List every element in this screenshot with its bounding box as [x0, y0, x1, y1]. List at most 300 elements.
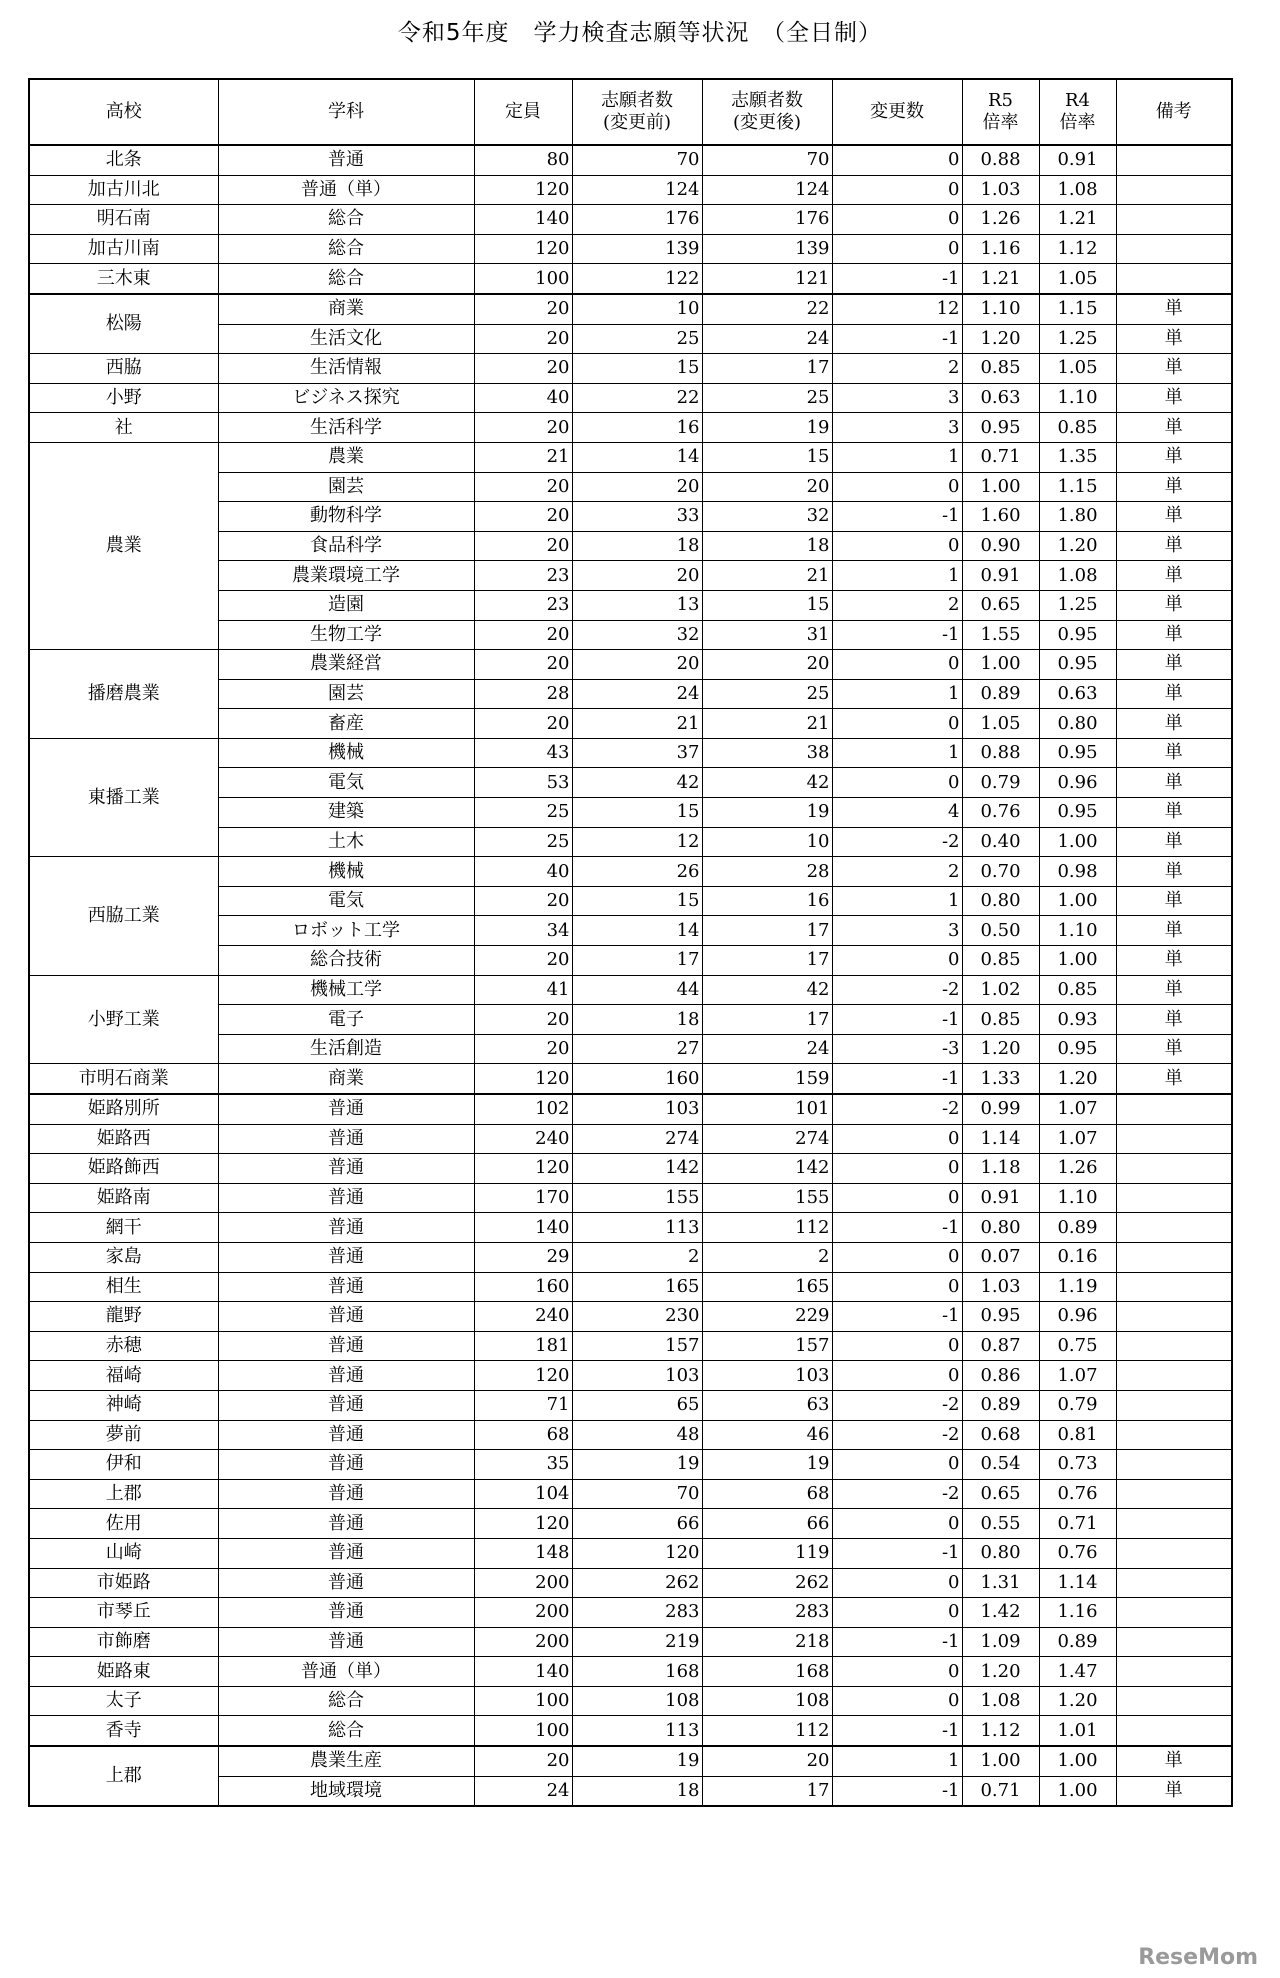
- note-cell: [1116, 1302, 1232, 1332]
- table-row: [29, 1509, 1232, 1539]
- r5-rate-cell: 1.12: [962, 1716, 1039, 1746]
- note-cell: 単: [1116, 975, 1232, 1005]
- r4-rate-cell: 1.00: [1039, 886, 1116, 916]
- department-cell: 園芸: [218, 679, 474, 709]
- applicants-before-cell: 122: [572, 264, 702, 294]
- change-cell: -2: [832, 975, 962, 1005]
- r5-rate-cell: 0.40: [962, 827, 1039, 857]
- table-body: [29, 145, 1232, 1806]
- applicants-before-cell: 262: [572, 1568, 702, 1598]
- school-cell: 伊和: [29, 1450, 218, 1480]
- capacity-cell: 20: [474, 709, 572, 739]
- table-row: [29, 1716, 1232, 1746]
- r5-rate-cell: 1.08: [962, 1686, 1039, 1716]
- applicants-after-cell: 18: [702, 531, 832, 561]
- department-cell: 農業生産: [218, 1746, 474, 1776]
- capacity-cell: 20: [474, 946, 572, 976]
- note-cell: [1116, 264, 1232, 294]
- r5-rate-cell: 0.65: [962, 590, 1039, 620]
- r4-rate-cell: 0.96: [1039, 1302, 1116, 1332]
- school-cell: 小野工業: [29, 975, 218, 1064]
- capacity-cell: 120: [474, 234, 572, 264]
- school-cell: 小野: [29, 383, 218, 413]
- capacity-cell: 120: [474, 175, 572, 205]
- note-cell: [1116, 1124, 1232, 1154]
- department-cell: 普通: [218, 1242, 474, 1272]
- r4-rate-cell: 1.25: [1039, 590, 1116, 620]
- change-cell: 0: [832, 709, 962, 739]
- capacity-cell: 20: [474, 294, 572, 324]
- school-cell: 姫路別所: [29, 1094, 218, 1124]
- r5-rate-cell: 0.65: [962, 1479, 1039, 1509]
- table-row: [29, 264, 1232, 294]
- applicants-before-cell: 176: [572, 205, 702, 235]
- department-cell: 普通: [218, 1183, 474, 1213]
- applicants-before-cell: 20: [572, 561, 702, 591]
- table-row: [29, 1746, 1232, 1776]
- department-cell: 普通: [218, 1094, 474, 1124]
- applicants-after-cell: 101: [702, 1094, 832, 1124]
- note-cell: 単: [1116, 857, 1232, 887]
- capacity-cell: 20: [474, 413, 572, 443]
- change-cell: -2: [832, 1420, 962, 1450]
- r4-rate-cell: 0.95: [1039, 620, 1116, 650]
- r4-rate-cell: 1.08: [1039, 561, 1116, 591]
- r5-rate-cell: 0.89: [962, 679, 1039, 709]
- applicants-before-cell: 37: [572, 738, 702, 768]
- table-row: [29, 1242, 1232, 1272]
- applicants-after-cell: 168: [702, 1657, 832, 1687]
- applicants-after-cell: 19: [702, 798, 832, 828]
- department-cell: 生活科学: [218, 413, 474, 443]
- capacity-cell: 24: [474, 1776, 572, 1806]
- applicants-after-cell: 22: [702, 294, 832, 324]
- applicants-before-cell: 21: [572, 709, 702, 739]
- applicants-after-cell: 20: [702, 472, 832, 502]
- applicants-after-cell: 21: [702, 709, 832, 739]
- applicants-after-cell: 139: [702, 234, 832, 264]
- department-cell: 普通: [218, 1331, 474, 1361]
- school-cell: 龍野: [29, 1302, 218, 1332]
- applicants-after-cell: 176: [702, 205, 832, 235]
- school-cell: 市姫路: [29, 1568, 218, 1598]
- table-row: [29, 1213, 1232, 1243]
- r5-rate-cell: 0.88: [962, 738, 1039, 768]
- note-cell: [1116, 1154, 1232, 1184]
- applicants-before-cell: 65: [572, 1390, 702, 1420]
- change-cell: 0: [832, 650, 962, 680]
- change-cell: 0: [832, 1509, 962, 1539]
- note-cell: [1116, 1598, 1232, 1628]
- applicants-after-cell: 165: [702, 1272, 832, 1302]
- r5-rate-cell: 1.14: [962, 1124, 1039, 1154]
- r5-rate-cell: 0.99: [962, 1094, 1039, 1124]
- note-cell: 単: [1116, 383, 1232, 413]
- r5-rate-cell: 0.80: [962, 1538, 1039, 1568]
- header-applicants-before: [572, 79, 702, 145]
- note-cell: 単: [1116, 354, 1232, 384]
- change-cell: 0: [832, 946, 962, 976]
- change-cell: -1: [832, 1776, 962, 1806]
- change-cell: -2: [832, 827, 962, 857]
- table-row: [29, 234, 1232, 264]
- applicants-before-cell: 25: [572, 324, 702, 354]
- change-cell: 0: [832, 234, 962, 264]
- applicants-after-cell: 63: [702, 1390, 832, 1420]
- header-before-line1: 志願者数: [601, 90, 673, 111]
- r5-rate-cell: 1.05: [962, 709, 1039, 739]
- applicants-after-cell: 119: [702, 1538, 832, 1568]
- capacity-cell: 100: [474, 264, 572, 294]
- r4-rate-cell: 1.10: [1039, 383, 1116, 413]
- note-cell: 単: [1116, 472, 1232, 502]
- r4-rate-cell: 0.89: [1039, 1213, 1116, 1243]
- school-cell: 太子: [29, 1686, 218, 1716]
- header-applicants-after: [702, 79, 832, 145]
- r5-rate-cell: 0.71: [962, 1776, 1039, 1806]
- applicants-before-cell: 70: [572, 145, 702, 175]
- r4-rate-cell: 0.76: [1039, 1479, 1116, 1509]
- capacity-cell: 104: [474, 1479, 572, 1509]
- school-cell: 西脇: [29, 354, 218, 384]
- note-cell: [1116, 1538, 1232, 1568]
- r5-rate-cell: 1.26: [962, 205, 1039, 235]
- capacity-cell: 200: [474, 1627, 572, 1657]
- r4-rate-cell: 0.91: [1039, 145, 1116, 175]
- r4-rate-cell: 1.26: [1039, 1154, 1116, 1184]
- table-row: [29, 175, 1232, 205]
- capacity-cell: 53: [474, 768, 572, 798]
- applicants-before-cell: 283: [572, 1598, 702, 1628]
- department-cell: ビジネス探究: [218, 383, 474, 413]
- department-cell: 農業経営: [218, 650, 474, 680]
- capacity-cell: 100: [474, 1716, 572, 1746]
- school-cell: 西脇工業: [29, 857, 218, 975]
- note-cell: 単: [1116, 442, 1232, 472]
- department-cell: 普通: [218, 1361, 474, 1391]
- applicants-before-cell: 113: [572, 1716, 702, 1746]
- table-row: [29, 145, 1232, 175]
- note-cell: [1116, 1183, 1232, 1213]
- department-cell: 総合技術: [218, 946, 474, 976]
- department-cell: ロボット工学: [218, 916, 474, 946]
- r5-rate-cell: 0.79: [962, 768, 1039, 798]
- r5-rate-cell: 0.91: [962, 561, 1039, 591]
- applicants-before-cell: 168: [572, 1657, 702, 1687]
- capacity-cell: 102: [474, 1094, 572, 1124]
- r5-rate-cell: 0.80: [962, 1213, 1039, 1243]
- change-cell: 3: [832, 413, 962, 443]
- applicants-after-cell: 25: [702, 383, 832, 413]
- change-cell: 4: [832, 798, 962, 828]
- note-cell: 単: [1116, 679, 1232, 709]
- capacity-cell: 170: [474, 1183, 572, 1213]
- note-cell: 単: [1116, 827, 1232, 857]
- note-cell: 単: [1116, 946, 1232, 976]
- r5-rate-cell: 0.95: [962, 1302, 1039, 1332]
- note-cell: [1116, 1420, 1232, 1450]
- r5-rate-cell: 0.68: [962, 1420, 1039, 1450]
- note-cell: 単: [1116, 1746, 1232, 1776]
- department-cell: 生活文化: [218, 324, 474, 354]
- r4-rate-cell: 1.20: [1039, 1686, 1116, 1716]
- department-cell: 機械: [218, 738, 474, 768]
- capacity-cell: 200: [474, 1568, 572, 1598]
- applicants-after-cell: 157: [702, 1331, 832, 1361]
- department-cell: 商業: [218, 1064, 474, 1094]
- applicants-after-cell: 159: [702, 1064, 832, 1094]
- header-capacity: 定員: [474, 79, 572, 145]
- capacity-cell: 68: [474, 1420, 572, 1450]
- capacity-cell: 181: [474, 1331, 572, 1361]
- note-cell: 単: [1116, 413, 1232, 443]
- r4-rate-cell: 1.16: [1039, 1598, 1116, 1628]
- applicants-after-cell: 2: [702, 1242, 832, 1272]
- applicants-before-cell: 113: [572, 1213, 702, 1243]
- applicants-after-cell: 15: [702, 442, 832, 472]
- capacity-cell: 120: [474, 1154, 572, 1184]
- school-cell: 姫路南: [29, 1183, 218, 1213]
- change-cell: -1: [832, 324, 962, 354]
- department-cell: 造園: [218, 590, 474, 620]
- applicants-before-cell: 124: [572, 175, 702, 205]
- table-row: [29, 1390, 1232, 1420]
- note-cell: [1116, 1361, 1232, 1391]
- r4-rate-cell: 1.12: [1039, 234, 1116, 264]
- capacity-cell: 40: [474, 857, 572, 887]
- department-cell: 普通: [218, 1272, 474, 1302]
- school-cell: 農業: [29, 442, 218, 649]
- capacity-cell: 71: [474, 1390, 572, 1420]
- table-row: [29, 650, 1232, 680]
- r4-rate-cell: 1.20: [1039, 531, 1116, 561]
- applicants-after-cell: 66: [702, 1509, 832, 1539]
- change-cell: 2: [832, 354, 962, 384]
- applicants-before-cell: 19: [572, 1450, 702, 1480]
- r4-rate-cell: 1.08: [1039, 175, 1116, 205]
- change-cell: 0: [832, 1272, 962, 1302]
- r4-rate-cell: 1.35: [1039, 442, 1116, 472]
- department-cell: 建築: [218, 798, 474, 828]
- capacity-cell: 160: [474, 1272, 572, 1302]
- r4-rate-cell: 1.47: [1039, 1657, 1116, 1687]
- department-cell: 地域環境: [218, 1776, 474, 1806]
- table-row: [29, 1124, 1232, 1154]
- applicants-before-cell: 18: [572, 1776, 702, 1806]
- capacity-cell: 23: [474, 561, 572, 591]
- capacity-cell: 28: [474, 679, 572, 709]
- department-cell: 普通: [218, 145, 474, 175]
- school-cell: 福崎: [29, 1361, 218, 1391]
- table-row: [29, 1657, 1232, 1687]
- r5-rate-cell: 1.20: [962, 324, 1039, 354]
- capacity-cell: 20: [474, 502, 572, 532]
- capacity-cell: 148: [474, 1538, 572, 1568]
- note-cell: 単: [1116, 768, 1232, 798]
- r4-rate-cell: 1.10: [1039, 1183, 1116, 1213]
- change-cell: 1: [832, 1746, 962, 1776]
- header-change: 変更数: [832, 79, 962, 145]
- r5-rate-cell: 1.21: [962, 264, 1039, 294]
- note-cell: 単: [1116, 531, 1232, 561]
- applicants-before-cell: 139: [572, 234, 702, 264]
- applicants-after-cell: 42: [702, 768, 832, 798]
- applicants-before-cell: 160: [572, 1064, 702, 1094]
- r4-rate-cell: 1.19: [1039, 1272, 1116, 1302]
- table-header: [29, 79, 1232, 145]
- applicants-after-cell: 19: [702, 413, 832, 443]
- change-cell: 0: [832, 1331, 962, 1361]
- applicants-after-cell: 10: [702, 827, 832, 857]
- note-cell: [1116, 1657, 1232, 1687]
- applicants-after-cell: 283: [702, 1598, 832, 1628]
- r5-rate-cell: 1.55: [962, 620, 1039, 650]
- note-cell: 単: [1116, 1064, 1232, 1094]
- table-row: [29, 1361, 1232, 1391]
- capacity-cell: 240: [474, 1302, 572, 1332]
- table-row: [29, 1331, 1232, 1361]
- r5-rate-cell: 1.16: [962, 234, 1039, 264]
- note-cell: 単: [1116, 324, 1232, 354]
- table-row: [29, 1598, 1232, 1628]
- capacity-cell: 200: [474, 1598, 572, 1628]
- department-cell: 機械: [218, 857, 474, 887]
- applicants-after-cell: 229: [702, 1302, 832, 1332]
- applicants-before-cell: 48: [572, 1420, 702, 1450]
- capacity-cell: 20: [474, 650, 572, 680]
- r5-rate-cell: 0.85: [962, 1005, 1039, 1035]
- applicants-after-cell: 20: [702, 650, 832, 680]
- note-cell: [1116, 1509, 1232, 1539]
- change-cell: 0: [832, 145, 962, 175]
- applicants-before-cell: 120: [572, 1538, 702, 1568]
- capacity-cell: 100: [474, 1686, 572, 1716]
- r4-rate-cell: 0.73: [1039, 1450, 1116, 1480]
- header-r5-line2: 倍率: [982, 112, 1019, 133]
- r5-rate-cell: 0.90: [962, 531, 1039, 561]
- change-cell: 0: [832, 1686, 962, 1716]
- r5-rate-cell: 0.54: [962, 1450, 1039, 1480]
- change-cell: -2: [832, 1479, 962, 1509]
- applicants-before-cell: 26: [572, 857, 702, 887]
- school-cell: 香寺: [29, 1716, 218, 1746]
- applicants-before-cell: 230: [572, 1302, 702, 1332]
- r4-rate-cell: 1.07: [1039, 1361, 1116, 1391]
- table-row: [29, 1094, 1232, 1124]
- applicants-before-cell: 15: [572, 798, 702, 828]
- capacity-cell: 120: [474, 1064, 572, 1094]
- applicants-after-cell: 24: [702, 1034, 832, 1064]
- applicants-before-cell: 12: [572, 827, 702, 857]
- school-cell: 佐用: [29, 1509, 218, 1539]
- applicants-before-cell: 18: [572, 1005, 702, 1035]
- r5-rate-cell: 1.10: [962, 294, 1039, 324]
- capacity-cell: 140: [474, 1213, 572, 1243]
- applicants-after-cell: 17: [702, 946, 832, 976]
- department-cell: 普通: [218, 1627, 474, 1657]
- r4-rate-cell: 0.95: [1039, 798, 1116, 828]
- school-cell: 上郡: [29, 1746, 218, 1806]
- change-cell: 1: [832, 679, 962, 709]
- school-cell: 姫路東: [29, 1657, 218, 1687]
- department-cell: 普通: [218, 1302, 474, 1332]
- applicants-after-cell: 108: [702, 1686, 832, 1716]
- applicants-after-cell: 31: [702, 620, 832, 650]
- change-cell: -1: [832, 1005, 962, 1035]
- change-cell: 3: [832, 383, 962, 413]
- applicants-before-cell: 15: [572, 886, 702, 916]
- header-department: 学科: [218, 79, 474, 145]
- applicants-after-cell: 25: [702, 679, 832, 709]
- note-cell: 単: [1116, 590, 1232, 620]
- table-row: [29, 1183, 1232, 1213]
- table-row: [29, 738, 1232, 768]
- note-cell: 単: [1116, 1034, 1232, 1064]
- applicants-after-cell: 15: [702, 590, 832, 620]
- r5-rate-cell: 0.89: [962, 1390, 1039, 1420]
- department-cell: 普通: [218, 1568, 474, 1598]
- applicants-before-cell: 42: [572, 768, 702, 798]
- capacity-cell: 120: [474, 1509, 572, 1539]
- department-cell: 普通: [218, 1420, 474, 1450]
- r5-rate-cell: 1.00: [962, 650, 1039, 680]
- applicants-before-cell: 274: [572, 1124, 702, 1154]
- applicants-before-cell: 15: [572, 354, 702, 384]
- r4-rate-cell: 1.00: [1039, 1776, 1116, 1806]
- change-cell: 0: [832, 1598, 962, 1628]
- r4-rate-cell: 1.15: [1039, 294, 1116, 324]
- applicants-before-cell: 32: [572, 620, 702, 650]
- department-cell: 農業環境工学: [218, 561, 474, 591]
- r4-rate-cell: 0.85: [1039, 975, 1116, 1005]
- note-cell: 単: [1116, 1776, 1232, 1806]
- applicants-after-cell: 112: [702, 1213, 832, 1243]
- change-cell: -2: [832, 1390, 962, 1420]
- note-cell: [1116, 1242, 1232, 1272]
- department-cell: 電気: [218, 886, 474, 916]
- header-after-line1: 志願者数: [731, 90, 803, 111]
- table-row: [29, 294, 1232, 324]
- r5-rate-cell: 0.86: [962, 1361, 1039, 1391]
- note-cell: 単: [1116, 620, 1232, 650]
- applicants-before-cell: 44: [572, 975, 702, 1005]
- r4-rate-cell: 0.96: [1039, 768, 1116, 798]
- change-cell: 2: [832, 590, 962, 620]
- header-before-line2: (変更前): [602, 112, 672, 133]
- change-cell: 0: [832, 1154, 962, 1184]
- applicants-after-cell: 17: [702, 1776, 832, 1806]
- note-cell: 単: [1116, 650, 1232, 680]
- applicants-before-cell: 24: [572, 679, 702, 709]
- header-r4-line2: 倍率: [1059, 112, 1096, 133]
- department-cell: 商業: [218, 294, 474, 324]
- note-cell: [1116, 1272, 1232, 1302]
- capacity-cell: 20: [474, 354, 572, 384]
- note-cell: [1116, 205, 1232, 235]
- header-school: 高校: [29, 79, 218, 145]
- department-cell: 総合: [218, 1686, 474, 1716]
- change-cell: -1: [832, 1064, 962, 1094]
- note-cell: 単: [1116, 886, 1232, 916]
- watermark-logo: ReseMom: [1138, 1945, 1258, 1970]
- note-cell: [1116, 1331, 1232, 1361]
- r5-rate-cell: 0.50: [962, 916, 1039, 946]
- r4-rate-cell: 0.95: [1039, 1034, 1116, 1064]
- r5-rate-cell: 0.88: [962, 145, 1039, 175]
- department-cell: 普通: [218, 1538, 474, 1568]
- applicants-after-cell: 16: [702, 886, 832, 916]
- department-cell: 普通: [218, 1450, 474, 1480]
